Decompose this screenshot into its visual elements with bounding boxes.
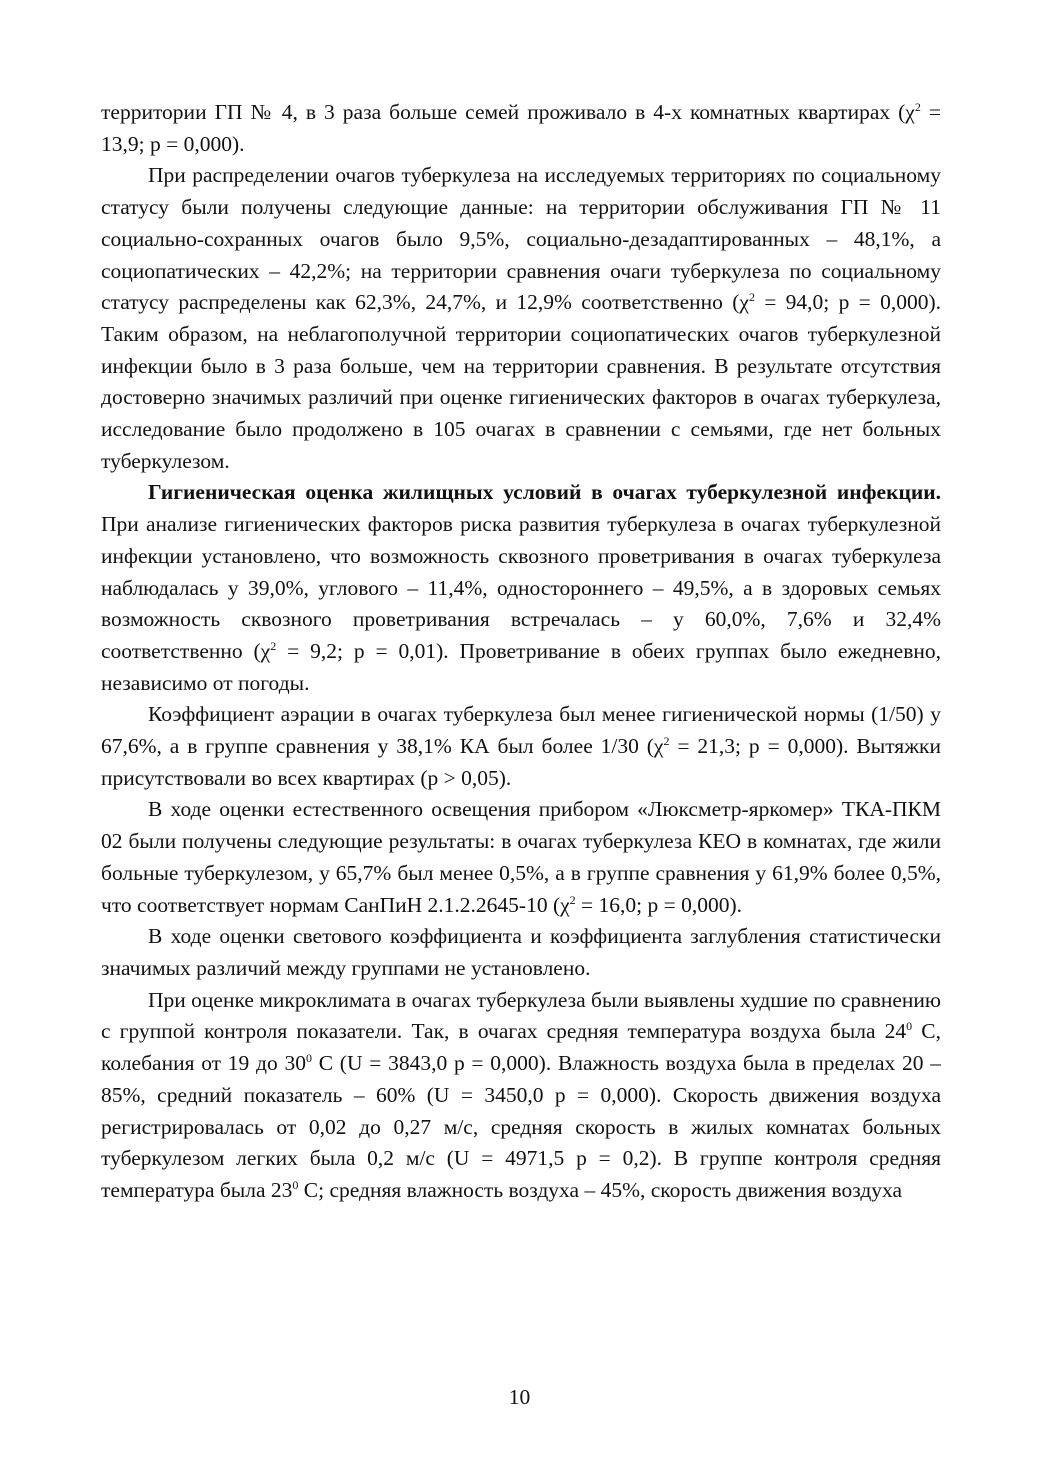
section-heading: Гигиеническая оценка жилищных условий в очагах туберкулезной инфекции. [148,480,941,505]
superscript: 0 [305,1051,312,1066]
paragraph-text: С (U = 3843,0 р = 0,000). Влажность воздуха была в пределах 20 – 85%, средний показатель – 60% (U = 3450,0 р = 0,000). Скорость движения воздуха регистрировалась от 0,02 до 0,27 м/с, средняя скорость в жилых комнатах больных туберкулезом легких была 0,2 м/с (U = 4971,5 р = 0,2). В группе контроля средняя температура была 23 [101,1051,941,1202]
paragraph [101,699,941,794]
document-body [101,97,941,1207]
paragraph-text: С; средняя влажность воздуха – 45%, скорость движения воздуха [298,1177,903,1202]
paragraph [101,921,941,984]
paragraph-text: территории ГП № 4, в 3 раза больше семей проживало в 4-х комнатных квартирах (χ [101,100,915,124]
paragraph-text: = 13,9; р = 0,000). [101,100,941,156]
superscript: 0 [906,1019,913,1034]
superscript: 2 [663,734,670,749]
paragraph-text: С, колебания от 19 до 30 [101,1019,942,1076]
paragraph-text: В ходе оценки естественного освещения прибором «Люксметр-яркомер» ТКА-ПКМ 02 были получены следующие результаты: в очагах туберкулеза КЕО в комнатах, где жили больные туберкулезом, у 65,7% был менее 0,5%, а в группе сравнения у 61,9% более 0,5%, что соответствует нормам СанПиН 2.1.2.2645-10 (χ [101,797,941,917]
superscript: 0 [292,1177,299,1192]
superscript: 2 [748,290,755,305]
paragraph-text: = 94,0; р = 0,000). Таким образом, на неблагополучной территории социопатических очагов туберкулезной инфекции было в 3 раза больше, чем на территории сравнения. В результате отсутствия достоверно значимых различий при оценке гигиенических факторов в очагах туберкулеза, исследование было продолжено в 105 очагах в сравнении с семьями, где нет больных туберкулезом. [101,290,942,473]
paragraph-text: = 16,0; р = 0,000). [575,892,743,917]
paragraph [101,477,941,699]
paragraph-text: = 21,3; р = 0,000). Вытяжки присутствовали во всех квартирах (р > 0,05). [101,734,942,790]
paragraph-text: При анализе гигиенических факторов риска развития туберкулеза в очагах туберкулезной инфекции установлено, что возможность сквозного проветривания в очагах туберкулеза наблюдалась у 39,0%, углового – 11,4%, одностороннего – 49,5%, а в здоровых семьях возможность сквозного проветривания встречалась – у 60,0%, 7,6% и 32,4% соответственно (χ [101,512,941,663]
page-number: 10 [508,1385,531,1409]
paragraph-text: В ходе оценки светового коэффициента и коэффициента заглубления статистически значимых различий между группами не установлено. [101,924,941,980]
superscript: 2 [569,892,576,907]
paragraph-text: Коэффициент аэрации в очагах туберкулеза был менее гигиенической нормы (1/50) у 67,6%, а в группе сравнения у 38,1% КА был более 1/30 (χ [101,702,941,759]
superscript: 2 [914,100,921,114]
superscript: 2 [270,638,277,653]
paragraph-text: При оценке микроклимата в очагах туберкулеза были выявлены худшие по сравнению с группой контроля показатели. Так, в очагах средняя температура воздуха была 24 [101,987,941,1044]
paragraph-text: При распределении очагов туберкулеза на исследуемых территориях по социальному статусу были получены следующие данные: на территории обслуживания ГП № 11 социально-сохранных очагов было 9,5%, социально-дезадаптированных – 48,1%, а социопатических – 42,2%; на территории сравнения очаги туберкулеза по социальному статусу распределены как 62,3%, 24,7%, и 12,9% соответственно (χ [101,163,941,315]
paragraph-text: = 9,2; р = 0,01). Проветривание в обеих группах было ежедневно, независимо от погоды. [101,638,942,695]
paragraph [101,160,941,477]
paragraph [101,794,941,921]
paragraph [101,985,941,1207]
paragraph [101,97,941,160]
